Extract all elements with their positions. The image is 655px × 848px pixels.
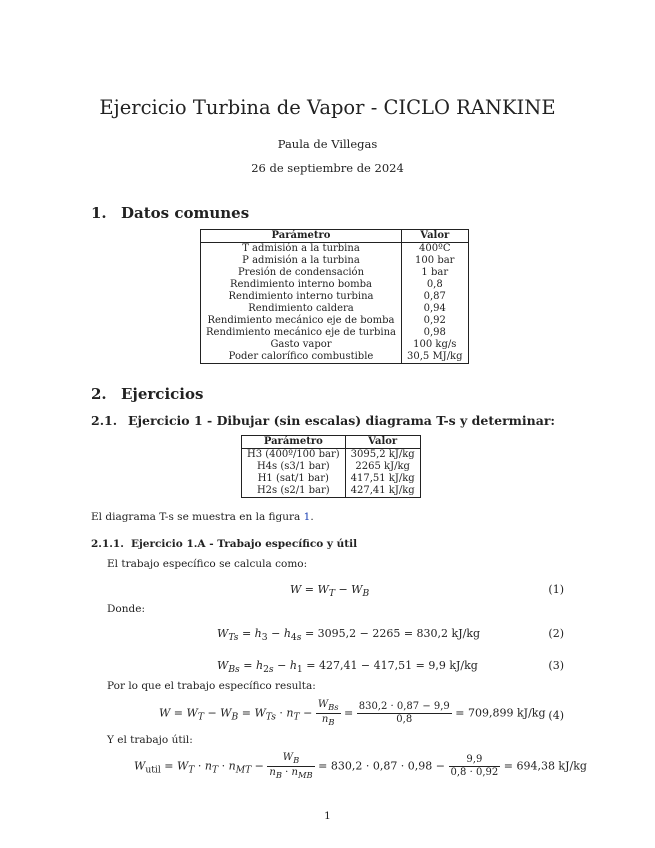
table-header: Parámetro [201, 230, 402, 243]
table-row [201, 351, 469, 364]
subsection-title: Ejercicio 1 - Dibujar (sin escalas) diagrama T-s y determinar: [128, 413, 556, 428]
equation-5-mid: = 830,2 · 0,87 · 0,98 − [318, 759, 446, 773]
table-row [201, 339, 469, 351]
table-row [201, 279, 469, 291]
table-cell: 427,41 kJ/kg [345, 485, 420, 498]
paragraph-text: El diagrama T-s se muestra en la figura [91, 511, 301, 523]
table-row [201, 315, 469, 327]
table-row [201, 255, 469, 267]
table-header-row [242, 436, 421, 449]
table-cell: Rendimiento mecánico eje de bomba [201, 315, 402, 327]
table-cell: H3 (400º/100 bar) [242, 449, 346, 462]
table-cell: 100 kg/s [402, 339, 469, 351]
fraction: $\frac{W_B}{n_B \cdot n_{MB}}$ [269, 752, 313, 780]
equation-1: $W = W_T - W_B$ [290, 583, 370, 600]
table-row [242, 449, 421, 462]
table-cell: 400ºC [402, 243, 469, 256]
figure-reference-paragraph [91, 511, 314, 523]
table-cell: Rendimiento caldera [201, 303, 402, 315]
paragraph-where: Donde: [107, 603, 145, 615]
table-row [201, 327, 469, 339]
table-cell: 0,87 [402, 291, 469, 303]
table-cell: Gasto vapor [201, 339, 402, 351]
section-number: 1. [91, 204, 107, 222]
table-row [242, 485, 421, 498]
section-title: Ejercicios [121, 385, 204, 403]
table-cell: Rendimiento mecánico eje de turbina [201, 327, 402, 339]
common-data-table [200, 229, 469, 364]
subsubsection-2-1-1-heading [91, 538, 357, 550]
table-cell: H2s (s2/1 bar) [242, 485, 346, 498]
table-cell: T admisión a la turbina [201, 243, 402, 256]
document-date: 26 de septiembre de 2024 [251, 161, 404, 175]
table-cell: 0,94 [402, 303, 469, 315]
document-author: Paula de Villegas [277, 137, 378, 151]
table-cell: Presión de condensación [201, 267, 402, 279]
table-cell: 30,5 MJ/kg [402, 351, 469, 364]
equation-number: (4) [548, 709, 564, 722]
table-row [242, 473, 421, 485]
table-header: Valor [402, 230, 469, 243]
equation-4: $W = W_T - W_B = W_{Ts} \cdot n_T$ − $\frac{W_{Bs}}{n_B}$ = $\frac{830,2 \cdot 0,87 - 9,9}{0,8}$ = 709,899 kJ/kg [159, 699, 546, 727]
section-1-heading [91, 204, 249, 222]
subsubsection-title: Ejercicio 1.A - Trabajo específico y útil [131, 538, 358, 550]
table-row [201, 267, 469, 279]
table-cell: 417,51 kJ/kg [345, 473, 420, 485]
table-cell: 0,98 [402, 327, 469, 339]
figure-link[interactable]: 1 [303, 511, 311, 523]
subsection-2-1-heading [91, 413, 555, 428]
table-cell: Rendimiento interno turbina [201, 291, 402, 303]
paragraph-end: . [310, 511, 314, 523]
fraction: $\frac{830,2 \cdot 0,87 - 9,9}{0,8}$ [358, 701, 450, 725]
subsection-number: 2.1. [91, 413, 118, 428]
table-header-row [201, 230, 469, 243]
paragraph-useful-work: Y el trabajo útil: [107, 734, 193, 746]
equation-2: $W_{Ts} = h_3 - h_{4s} = 3095,2 - 2265 = 830,2$ kJ/kg [217, 627, 481, 644]
table-cell: 2265 kJ/kg [345, 461, 420, 473]
table-row [201, 291, 469, 303]
table-cell: 0,92 [402, 315, 469, 327]
table-cell: Rendimiento interno bomba [201, 279, 402, 291]
fraction: $\frac{9,9}{0,8 \cdot 0,92}$ [450, 754, 499, 778]
equation-4-value: = 709,899 kJ/kg [455, 706, 546, 720]
table-row [242, 461, 421, 473]
equation-number: (2) [548, 627, 564, 640]
table-cell: Poder calorífico combustible [201, 351, 402, 364]
table-row [201, 243, 469, 256]
table-cell: H4s (s3/1 bar) [242, 461, 346, 473]
equation-number: (1) [548, 583, 564, 596]
paragraph-specific-work: El trabajo específico se calcula como: [107, 558, 308, 570]
table-cell: 100 bar [402, 255, 469, 267]
table-cell: P admisión a la turbina [201, 255, 402, 267]
table-header: Parámetro [242, 436, 346, 449]
fraction: $\frac{W_{Bs}}{n_B}$ [317, 699, 339, 727]
equation-5: $W_{util} = W_T \cdot n_T \cdot n_{MT}$ − $\frac{W_B}{n_B \cdot n_{MB}}$ = 830,2 · 0,87 · 0,98 − $\frac{9,9}{0,8 \cdot 0,92}$ = 694,38 kJ/kg [134, 752, 587, 780]
table-header: Valor [345, 436, 420, 449]
table-cell: 1 bar [402, 267, 469, 279]
document-title: Ejercicio Turbina de Vapor - CICLO RANKINE [99, 96, 556, 119]
equation-number: (3) [548, 659, 564, 672]
paragraph-result: Por lo que el trabajo específico resulta: [107, 680, 316, 692]
equation-3-value: = 427,41 − 417,51 = 9,9 kJ/kg [306, 659, 478, 672]
table-cell: 3095,2 kJ/kg [345, 449, 420, 462]
table-cell: H1 (sat/1 bar) [242, 473, 346, 485]
section-2-heading [91, 385, 203, 403]
equation-3: $W_{Bs} = h_{2s} - h_1 = 427,41 - 417,51 = 9,9$ kJ/kg [217, 659, 478, 676]
subsubsection-number: 2.1.1. [91, 538, 124, 550]
enthalpy-table [241, 435, 421, 498]
section-title: Datos comunes [121, 204, 250, 222]
section-number: 2. [91, 385, 107, 403]
page-number: 1 [324, 810, 331, 822]
table-cell: 0,8 [402, 279, 469, 291]
table-row [201, 303, 469, 315]
equation-5-value: = 694,38 kJ/kg [503, 759, 587, 773]
equation-2-value: = 3095,2 − 2265 = 830,2 kJ/kg [304, 627, 481, 640]
